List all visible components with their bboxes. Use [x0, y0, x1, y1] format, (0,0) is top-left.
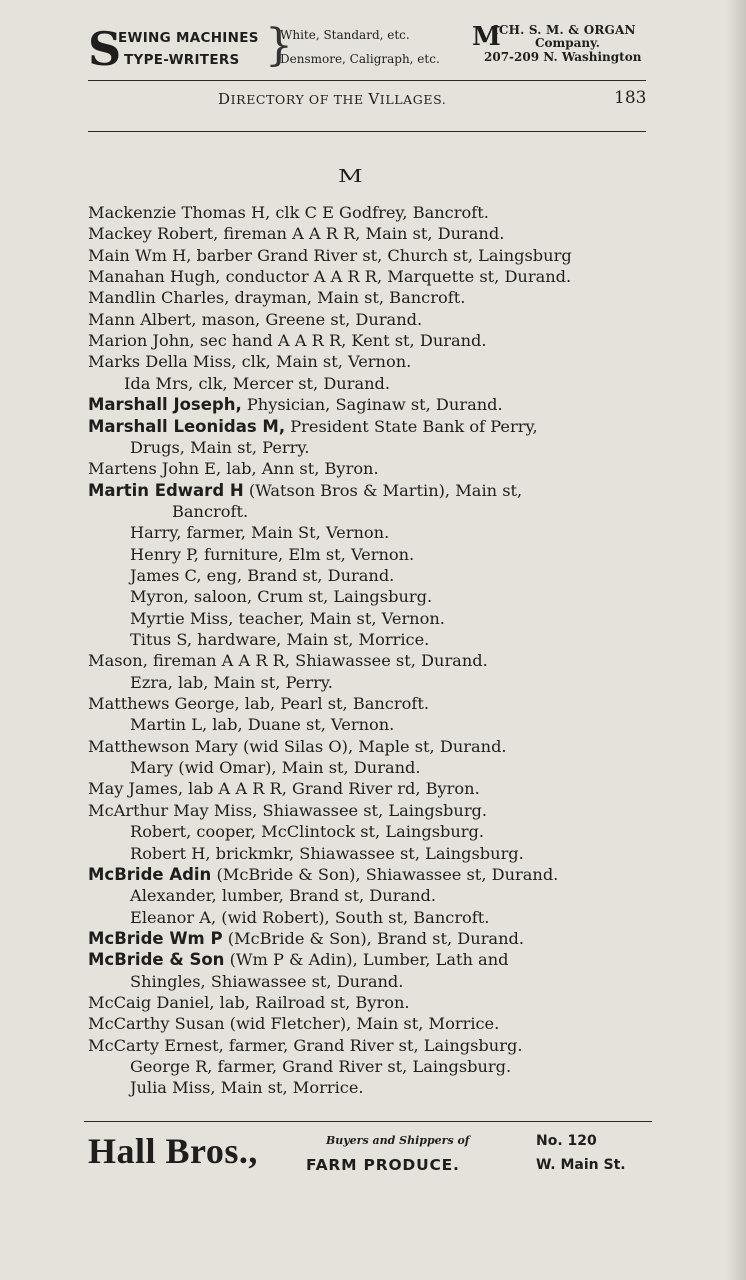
directory-entry — [88, 266, 571, 287]
entry-text: James C, eng, Brand st, Durand. — [130, 565, 395, 585]
entry-bold-name: Martin Edward H — [88, 480, 244, 500]
ad-company-line1: ICH. S. M. & ORGAN — [493, 23, 636, 37]
entry-text: Eleanor A, (wid Robert), South st, Bancroft. — [130, 907, 490, 927]
entry-text: Main Wm H, barber Grand River st, Church st, Laingsburg — [88, 245, 572, 265]
directory-entry — [130, 821, 484, 842]
directory-entry — [88, 992, 410, 1013]
entry-text: Mackey Robert, fireman A A R R, Main st, Durand. — [88, 224, 505, 244]
directory-entry — [130, 437, 310, 458]
entry-text: Julia Miss, Main st, Morrice. — [130, 1078, 364, 1098]
entry-text: Mackenzie Thomas H, clk C E Godfrey, Bancroft. — [88, 203, 489, 222]
top-rule — [88, 80, 646, 81]
entry-text: Martens John E, lab, Ann st, Byron. — [88, 459, 379, 479]
entry-text: Titus S, hardware, Main st, Morrice. — [130, 630, 430, 649]
entry-text: Drugs, Main st, Perry. — [130, 437, 310, 457]
directory-entry — [88, 351, 411, 372]
ad-type-writers: TYPE-WRITERS — [124, 52, 240, 68]
directory-entry — [130, 885, 436, 906]
entry-text: Shingles, Shiawassee st, Durand. — [130, 971, 404, 991]
directory-entry — [88, 416, 538, 437]
entry-text: Ida Mrs, clk, Mercer st, Durand. — [124, 373, 391, 393]
directory-entry — [130, 714, 394, 735]
directory-entry — [88, 458, 379, 479]
entry-text: Manahan Hugh, conductor A A R R, Marquette st, Durand. — [88, 267, 572, 287]
directory-entry — [130, 1077, 364, 1098]
entry-text: Martin L, lab, Duane st, Vernon. — [130, 715, 395, 735]
ad-address-number: No. 120 — [536, 1133, 597, 1149]
directory-entry — [130, 757, 421, 778]
entry-bold-name: McBride & Son — [88, 950, 225, 970]
ad-farm-produce: FARM PRODUCE. — [306, 1156, 460, 1174]
directory-entry — [88, 1035, 522, 1056]
directory-entry — [88, 949, 509, 970]
ad-tagline: Buyers and Shippers of — [326, 1134, 470, 1147]
directory-entry — [172, 501, 248, 522]
directory-entry — [130, 586, 432, 607]
page-number: 183 — [614, 88, 647, 108]
directory-entry — [130, 629, 429, 650]
directory-entry — [88, 693, 429, 714]
entry-text: McArthur May Miss, Shiawassee st, Laingsburg. — [88, 800, 488, 820]
directory-entry — [88, 287, 465, 308]
entry-bold-name: McBride Wm P — [88, 928, 223, 948]
section-letter: M — [338, 165, 360, 187]
entry-text: Matthews George, lab, Pearl st, Bancroft. — [88, 694, 429, 714]
entry-text: Marion John, sec hand A A R R, Kent st, Durand. — [88, 331, 487, 351]
ad-brace-glyph: } — [265, 20, 293, 71]
entry-text: Alexander, lumber, Brand st, Durand. — [130, 886, 437, 906]
header-rule — [88, 131, 646, 132]
entry-text: President State Bank of Perry, — [285, 416, 538, 436]
directory-entry — [130, 672, 333, 693]
directory-entry — [88, 800, 487, 821]
title-cap-d: D — [218, 90, 231, 108]
top-advertisement — [88, 20, 658, 76]
entry-text: McCarty Ernest, farmer, Grand River st, Laingsburg. — [88, 1035, 523, 1055]
directory-entry — [88, 394, 503, 415]
directory-entry — [124, 373, 390, 394]
directory-entry — [130, 907, 489, 928]
directory-entry — [88, 245, 572, 266]
directory-entry — [130, 608, 445, 629]
entry-text: Henry P, furniture, Elm st, Vernon. — [130, 544, 415, 564]
ad-address-street: W. Main St. — [536, 1157, 626, 1173]
entry-text: Bancroft. — [172, 501, 249, 521]
ad-company-line2: Company. — [535, 36, 600, 50]
entry-text: Mary (wid Omar), Main st, Durand. — [130, 758, 421, 778]
directory-entry — [88, 330, 487, 351]
directory-entry — [88, 223, 504, 244]
directory-entry — [88, 309, 422, 330]
directory-entry — [88, 1013, 499, 1034]
entry-text: Myron, saloon, Crum st, Laingsburg. — [130, 587, 433, 607]
directory-entry — [130, 544, 414, 565]
entry-text: McCaig Daniel, lab, Railroad st, Byron. — [88, 992, 410, 1012]
entry-text: May James, lab A A R R, Grand River rd, Byron. — [88, 779, 480, 799]
directory-entry — [130, 843, 524, 864]
entry-bold-name: McBride Adin — [88, 864, 212, 884]
ad-initial-m: M — [472, 22, 501, 52]
ad-hall-bros: Hall Bros., — [88, 1131, 258, 1171]
title-part-villages: ILLAGES. — [379, 92, 447, 107]
directory-entry — [88, 650, 488, 671]
entry-text: (McBride & Son), Shiawassee st, Durand. — [211, 864, 559, 884]
page-title — [218, 90, 446, 108]
title-part-directory: IRECTORY OF THE — [230, 92, 369, 107]
ad-brands-line2: Densmore, Caligraph, etc. — [280, 52, 440, 66]
directory-entry — [88, 778, 480, 799]
ad-brands-line1: White, Standard, etc. — [280, 28, 410, 42]
entry-bold-name: Marshall Leonidas M, — [88, 416, 286, 436]
entry-text: (Watson Bros & Martin), Main st, — [243, 480, 523, 500]
directory-entry — [130, 1056, 511, 1077]
entry-text: McCarthy Susan (wid Fletcher), Main st, Morrice. — [88, 1014, 500, 1034]
entry-text: Mandlin Charles, drayman, Main st, Bancroft. — [88, 288, 466, 308]
entry-text: George R, farmer, Grand River st, Laingsburg. — [130, 1057, 512, 1076]
entry-text: Mason, fireman A A R R, Shiawassee st, Durand. — [88, 651, 488, 671]
ad-company-address: 207-209 N. Washington — [484, 50, 642, 64]
directory-entry — [88, 480, 522, 501]
directory-entry — [88, 202, 489, 223]
entry-text: Physician, Saginaw st, Durand. — [241, 395, 503, 415]
entry-text: Ezra, lab, Main st, Perry. — [130, 672, 333, 692]
entry-bold-name: Marshall Joseph, — [88, 395, 242, 415]
entry-text: Mann Albert, mason, Greene st, Durand. — [88, 309, 423, 329]
title-cap-v: V — [368, 90, 380, 108]
directory-entry — [88, 864, 558, 885]
bottom-rule — [84, 1121, 652, 1122]
entry-text: (Wm P & Adin), Lumber, Lath and — [224, 950, 509, 970]
entry-text: Robert H, brickmkr, Shiawassee st, Laingsburg. — [130, 843, 524, 863]
ad-sewing-machines: EWING MACHINES — [118, 30, 259, 46]
directory-entry — [88, 928, 524, 949]
bottom-advertisement — [88, 1130, 658, 1190]
page-edge-shadow — [726, 0, 746, 1280]
directory-entry — [130, 565, 394, 586]
entry-text: Marks Della Miss, clk, Main st, Vernon. — [88, 352, 412, 372]
entry-text: Matthewson Mary (wid Silas O), Maple st, Durand. — [88, 736, 507, 756]
entry-text: Robert, cooper, McClintock st, Laingsburg. — [130, 822, 485, 842]
directory-entry — [130, 971, 403, 992]
entry-text: Myrtie Miss, teacher, Main st, Vernon. — [130, 608, 445, 628]
directory-entry — [130, 522, 389, 543]
entry-text: Harry, farmer, Main St, Vernon. — [130, 523, 390, 543]
ad-initial-s: S — [88, 22, 122, 76]
entry-text: (McBride & Son), Brand st, Durand. — [222, 928, 525, 948]
directory-entry — [88, 736, 507, 757]
